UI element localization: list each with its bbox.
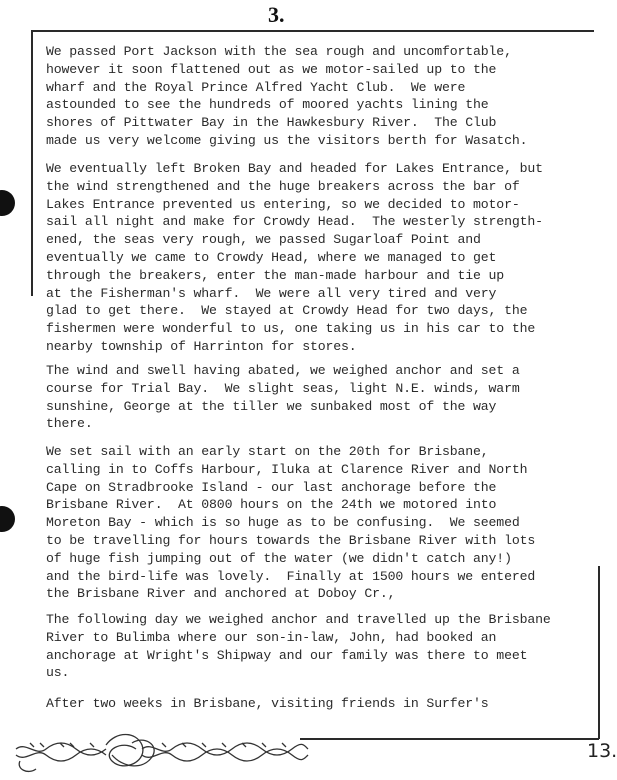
- border-left-rule: [31, 30, 33, 296]
- paragraph-broken-bay: We eventually left Broken Bay and headed for Lakes Entrance, but the wind strengthened and the huge breakers across the bar of Lakes Entrance prevented us entering, so we decided to motor- sail all night and make for Crowdy Head. The westerly strength- ened, the seas very rough, we passed Sugarloaf Point and eventually we came to Crowdy Head, where we managed to get through the breakers, enter the man-made harbour and tie up at the Fisherman's wharf. We were all very tired and very glad to get there. We stayed at Crowdy Head for two days, the fishermen were wonderful to us, one taking us in his car to the nearby township of Harrinton for stores.: [46, 161, 543, 354]
- binder-hole-lower: [0, 506, 15, 532]
- paragraph-brisbane-sail: We set sail with an early start on the 20th for Brisbane, calling in to Coffs Harbour, Iluka at Clarence River and North Cape on Stradbrooke Island - our last anchorage before the Brisbane River. At 0800 hours on the 24th we motored into Moreton Bay - which is so huge as to be confusing. We seemed to be travelling for hours towards the Brisbane River with lots of huge fish jumping out of the water (we didn't catch any!) and the bird-life was lovely. Finally at 1500 hours we entered the Brisbane River and anchored at Doboy Cr.,: [46, 444, 536, 602]
- paragraph-trial-bay: The wind and swell having abated, we weighed anchor and set a course for Trial Bay. We slight seas, light N.E. winds, warm sunshine, George at the tiller we sunbaked most of the way there.: [46, 363, 520, 432]
- border-top-rule: [32, 30, 594, 32]
- rope-knot-illustration: [12, 731, 312, 777]
- border-right-rule: [598, 566, 600, 739]
- paragraph-port-jackson: We passed Port Jackson with the sea rough and uncomfortable, however it soon flattened out as we motor-sailed up to the wharf and the Royal Prince Alfred Yacht Club. We were astounded to see the hundreds of moored yachts lining the shores of Pittwater Bay in the Hawkesbury River. The Club made us very welcome giving us the visitors berth for Wasatch.: [46, 44, 528, 148]
- binder-hole-upper: [0, 190, 15, 216]
- page-number: 3.: [268, 2, 285, 27]
- corner-page-number: 13.: [587, 740, 617, 762]
- paragraph-bulimba: The following day we weighed anchor and travelled up the Brisbane River to Bulimba where our son-in-law, John, had booked an anchorage at Wright's Shipway and our family was there to meet us.: [46, 612, 551, 681]
- paragraph-after-brisbane: After two weeks in Brisbane, visiting friends in Surfer's: [46, 696, 489, 711]
- border-bottom-rule: [300, 738, 599, 740]
